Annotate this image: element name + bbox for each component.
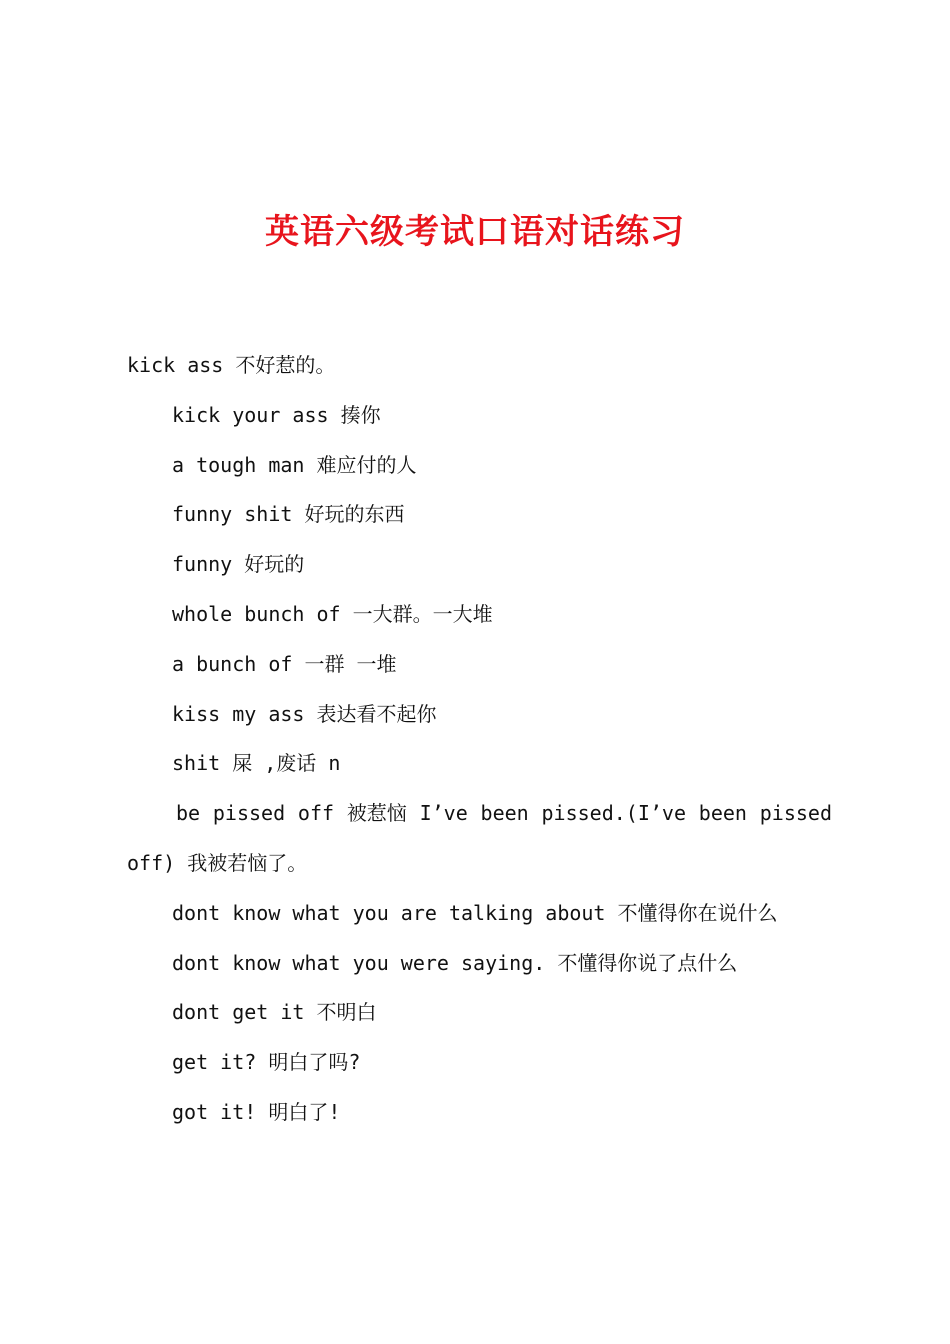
text-line: a tough man 难应付的人 [172, 453, 417, 477]
text-line: funny shit 好玩的东西 [172, 502, 405, 526]
text-line: kick ass 不好惹的。 [127, 353, 336, 377]
text-line: funny 好玩的 [172, 552, 305, 576]
word: pissed [212, 801, 286, 825]
text-line: a bunch of 一群 一堆 [172, 652, 397, 676]
text-line: dont get it 不明白 [172, 1000, 377, 1024]
word: pissed.(I’ve [541, 801, 686, 825]
text-line: off) 我被若恼了。 [127, 851, 308, 875]
text-line: kick your ass 揍你 [172, 403, 381, 427]
word: I’ve [419, 801, 468, 825]
text-line: get it? 明白了吗? [172, 1050, 361, 1074]
text-line-justified [176, 799, 832, 827]
word: been [698, 801, 747, 825]
text-line: got it! 明白了! [172, 1100, 341, 1124]
word: been [480, 801, 529, 825]
text-line: whole bunch of 一大群。一大堆 [172, 602, 493, 626]
text-line: dont know what you are talking about 不懂得你在说什么 [172, 901, 778, 925]
text-line: kiss my ass 表达看不起你 [172, 702, 437, 726]
text-line: dont know what you were saying. 不懂得你说了点什么 [172, 951, 738, 975]
word: off [297, 801, 335, 825]
document-title: 英语六级考试口语对话练习 [265, 212, 685, 252]
word: be [176, 801, 201, 825]
word: 被惹恼 [346, 801, 407, 825]
word: pissed [759, 801, 832, 825]
text-line: shit 屎 ,废话 n [172, 751, 341, 775]
